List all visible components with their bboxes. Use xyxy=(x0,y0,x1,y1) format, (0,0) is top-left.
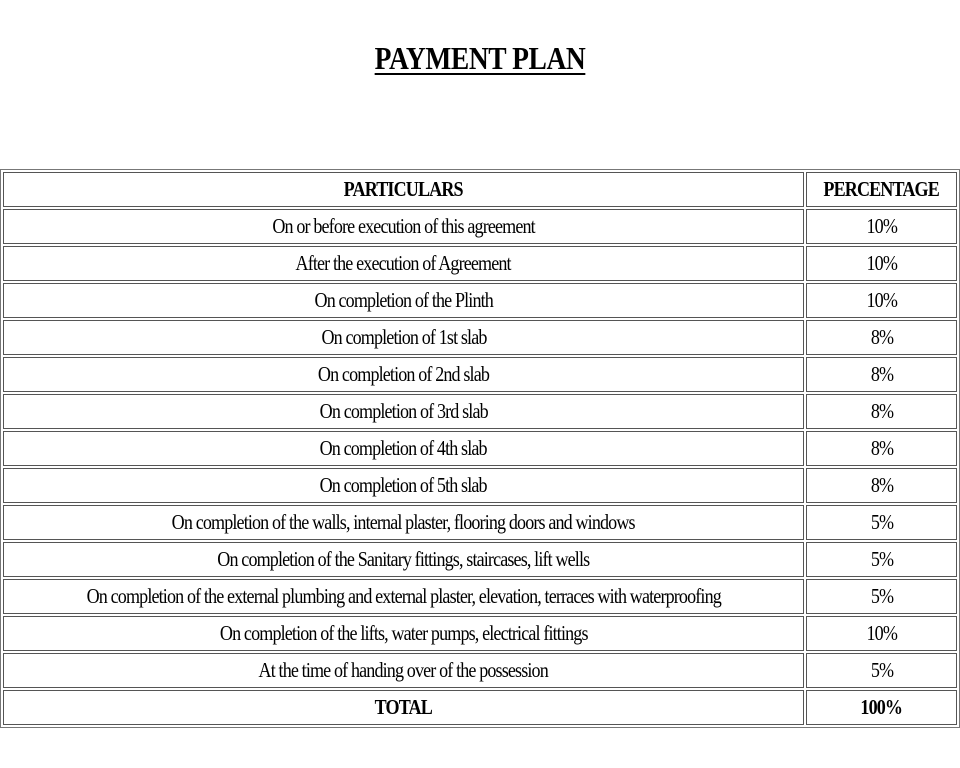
percentage-cell: 8% xyxy=(806,320,957,355)
total-row xyxy=(3,690,957,725)
percentage-cell: 10% xyxy=(806,209,957,244)
table-row xyxy=(3,468,957,503)
payment-plan-grid xyxy=(1,170,959,727)
percentage-cell: 5% xyxy=(806,542,957,577)
particular-cell: After the execution of Agreement xyxy=(3,246,804,281)
table-row xyxy=(3,394,957,429)
particular-cell: At the time of handing over of the possession xyxy=(3,653,804,688)
table-row xyxy=(3,246,957,281)
table-row xyxy=(3,209,957,244)
particular-cell: On completion of 1st slab xyxy=(3,320,804,355)
percentage-cell: 10% xyxy=(806,616,957,651)
particular-cell: On completion of the lifts, water pumps, electrical fittings xyxy=(3,616,804,651)
percentage-cell: 8% xyxy=(806,394,957,429)
particular-cell: On or before execution of this agreement xyxy=(3,209,804,244)
percentage-cell: 5% xyxy=(806,579,957,614)
table-row xyxy=(3,653,957,688)
percentage-cell: 8% xyxy=(806,431,957,466)
percentage-cell: 10% xyxy=(806,283,957,318)
table-row xyxy=(3,431,957,466)
percentage-cell: 5% xyxy=(806,505,957,540)
table-header-row xyxy=(3,172,957,207)
particular-cell: On completion of the Plinth xyxy=(3,283,804,318)
table-row xyxy=(3,542,957,577)
table-row xyxy=(3,320,957,355)
particular-cell: On completion of the external plumbing and external plaster, elevation, terraces with waterproofing xyxy=(3,579,804,614)
particular-cell: On completion of 4th slab xyxy=(3,431,804,466)
particular-cell: On completion of 3rd slab xyxy=(3,394,804,429)
table-row xyxy=(3,579,957,614)
header-particulars: PARTICULARS xyxy=(3,172,804,207)
particular-cell: On completion of 5th slab xyxy=(3,468,804,503)
page-title: PAYMENT PLAN xyxy=(374,40,586,76)
percentage-cell: 10% xyxy=(806,246,957,281)
header-percentage: PERCENTAGE xyxy=(806,172,957,207)
particular-cell: On completion of the Sanitary fittings, staircases, lift wells xyxy=(3,542,804,577)
percentage-cell: 5% xyxy=(806,653,957,688)
percentage-cell: 8% xyxy=(806,357,957,392)
table-row xyxy=(3,616,957,651)
table-row xyxy=(3,357,957,392)
table-row xyxy=(3,505,957,540)
particular-cell: On completion of 2nd slab xyxy=(3,357,804,392)
total-percentage: 100% xyxy=(806,690,957,725)
total-label: TOTAL xyxy=(3,690,804,725)
payment-plan-table xyxy=(0,169,960,728)
percentage-cell: 8% xyxy=(806,468,957,503)
particular-cell: On completion of the walls, internal plaster, flooring doors and windows xyxy=(3,505,804,540)
table-row xyxy=(3,283,957,318)
